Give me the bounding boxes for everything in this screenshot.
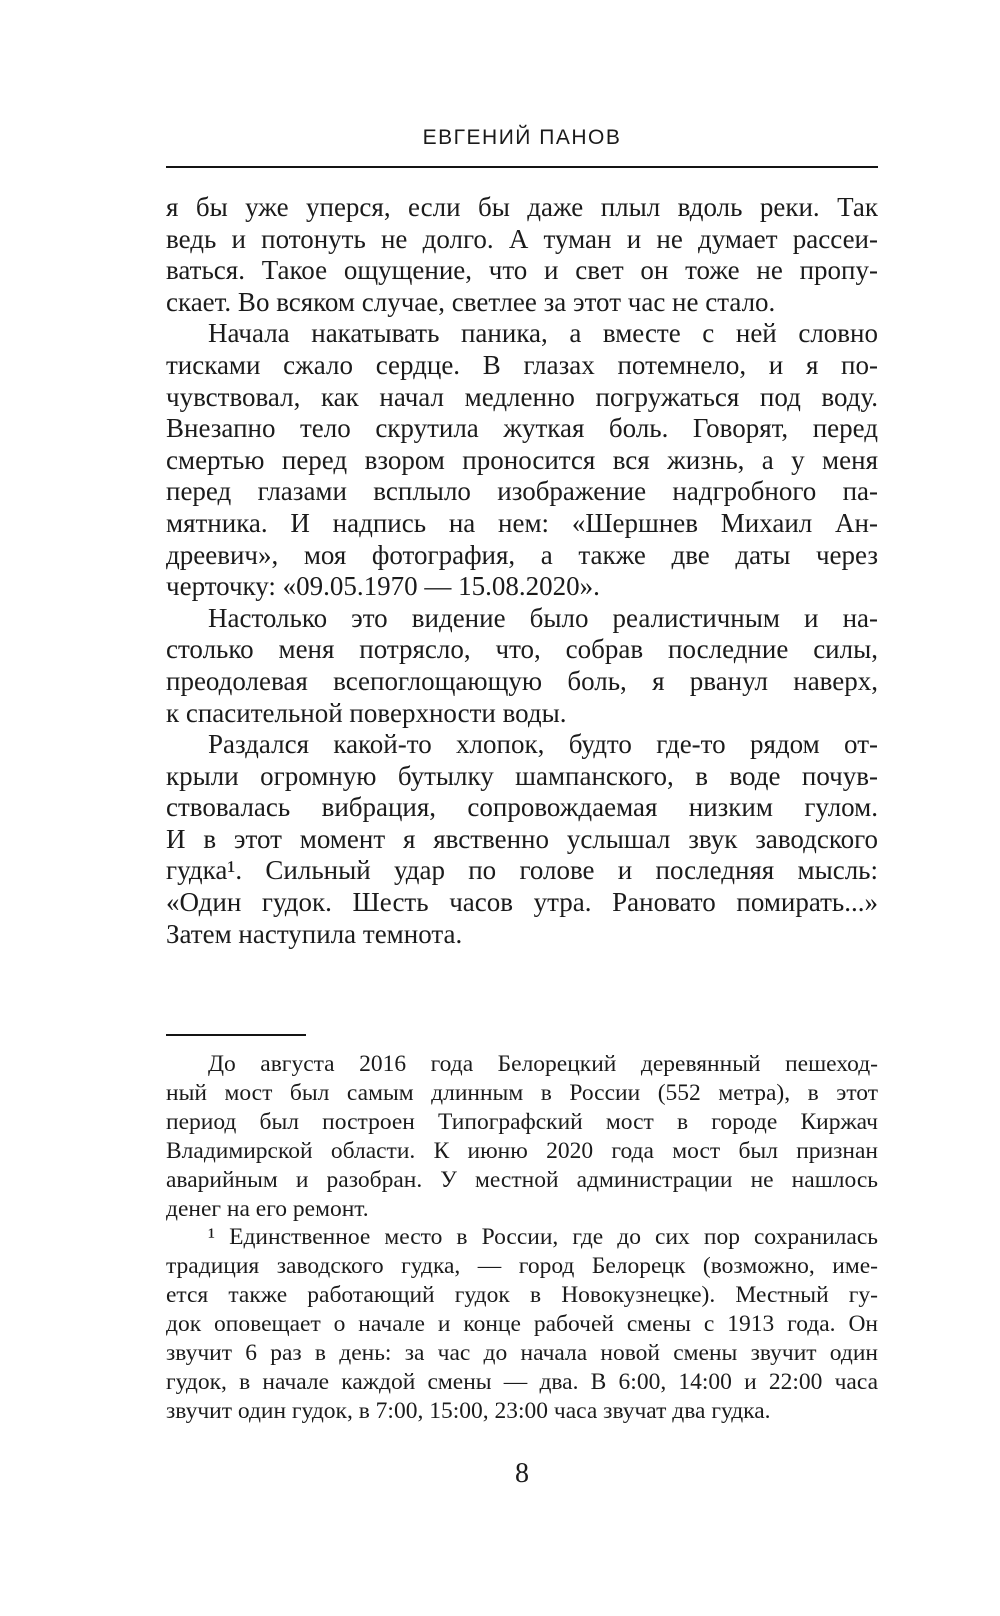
- text-line: преодолевая всепоглощающую боль, я рванул наверх,: [166, 665, 878, 696]
- text-line: ваться. Такое ощущение, что и свет он тоже не пропу-: [166, 255, 878, 286]
- text-line: к спасительной поверхности воды.: [166, 697, 567, 728]
- text-line: я бы уже уперся, если бы даже плыл вдоль реки. Так: [166, 192, 878, 222]
- text-line: док оповещает о начале и конце рабочей смены с 1913 года. Он: [166, 1311, 878, 1338]
- text-line: Настолько это видение было реалистичным и на-: [208, 602, 878, 633]
- paragraph: [166, 1050, 878, 1223]
- text-line: гудка¹. Сильный удар по голове и последняя мысль:: [166, 855, 878, 886]
- paragraph: [166, 603, 878, 729]
- header-rule: [166, 166, 878, 168]
- paragraph: [166, 1223, 878, 1425]
- footnotes-block: [166, 1050, 878, 1426]
- footnote-separator-rule: [166, 1034, 306, 1036]
- text-line: Затем наступила темнота.: [166, 918, 463, 949]
- text-line: звучит 6 раз в день: за час до начала новой смены звучит один: [166, 1340, 878, 1367]
- text-line: Внезапно тело скрутила жуткая боль. Говорят, перед: [166, 413, 878, 444]
- text-line: период был построен Типографский мост в городе Киржач: [166, 1108, 878, 1135]
- paragraph: [166, 318, 878, 602]
- text-line: ствовалась вибрация, сопровождаемая низким гулом.: [166, 792, 878, 823]
- text-line: ется также работающий гудок в Новокузнецке). Местный гу-: [166, 1282, 878, 1309]
- text-line: перед глазами всплыло изображение надгробного па-: [166, 476, 878, 507]
- text-line: Владимирской области. К июню 2020 года мост был признан: [166, 1137, 878, 1164]
- text-line: денег на его ремонт.: [166, 1195, 369, 1222]
- text-line: столько меня потрясло, что, собрав последние силы,: [166, 634, 878, 665]
- text-line: традиция заводского гудка, — город Белорецк (возможно, име-: [166, 1253, 878, 1280]
- text-line: ный мост был самым длинным в России (552 метра), в этот: [166, 1079, 878, 1106]
- text-line: черточку: «09.05.1970 — 15.08.2020».: [166, 571, 600, 602]
- text-line: смертью перед взором проносится вся жизнь, а у меня: [166, 444, 878, 475]
- text-line: Начала накатывать паника, а вместе с ней словно: [208, 318, 878, 349]
- text-line: дреевич», моя фотография, а также две даты через: [166, 539, 878, 570]
- page-number: 8: [515, 1458, 529, 1489]
- text-line: аварийным и разобран. У местной администрации не нашлось: [166, 1166, 878, 1193]
- text-line: ведь и потонуть не долго. А туман и не думает рассеи-: [166, 223, 878, 254]
- text-line: мятника. И надпись на нем: «Шершнев Михаил Ан-: [166, 507, 878, 538]
- text-line: До августа 2016 года Белорецкий деревянный пешеход-: [208, 1051, 878, 1077]
- body-text-block: [166, 192, 878, 950]
- paragraph: [166, 729, 878, 950]
- text-line: скает. Во всяком случае, светлее за этот час не стало.: [166, 286, 776, 317]
- text-line: тисками сжало сердце. В глазах потемнело, и я по-: [166, 349, 878, 380]
- text-line: «Один гудок. Шесть часов утра. Рановато помирать...»: [166, 887, 878, 918]
- text-line: гудок, в начале каждой смены — два. В 6:00, 14:00 и 22:00 часа: [166, 1368, 878, 1395]
- text-line: И в этот момент я явственно услышал звук заводского: [166, 823, 878, 854]
- running-header-author: ЕВГЕНИЙ ПАНОВ: [422, 126, 622, 149]
- paragraph: [166, 192, 878, 318]
- text-line: звучит один гудок, в 7:00, 15:00, 23:00 часа звучат два гудка.: [166, 1397, 771, 1424]
- text-line: крыли огромную бутылку шампанского, в воде почув-: [166, 760, 878, 791]
- text-line: ¹ Единственное место в России, где до сих пор сохранилась: [208, 1224, 878, 1251]
- text-line: Раздался какой-то хлопок, будто где-то рядом от-: [208, 729, 878, 760]
- text-line: чувствовал, как начал медленно погружаться под воду.: [166, 381, 878, 412]
